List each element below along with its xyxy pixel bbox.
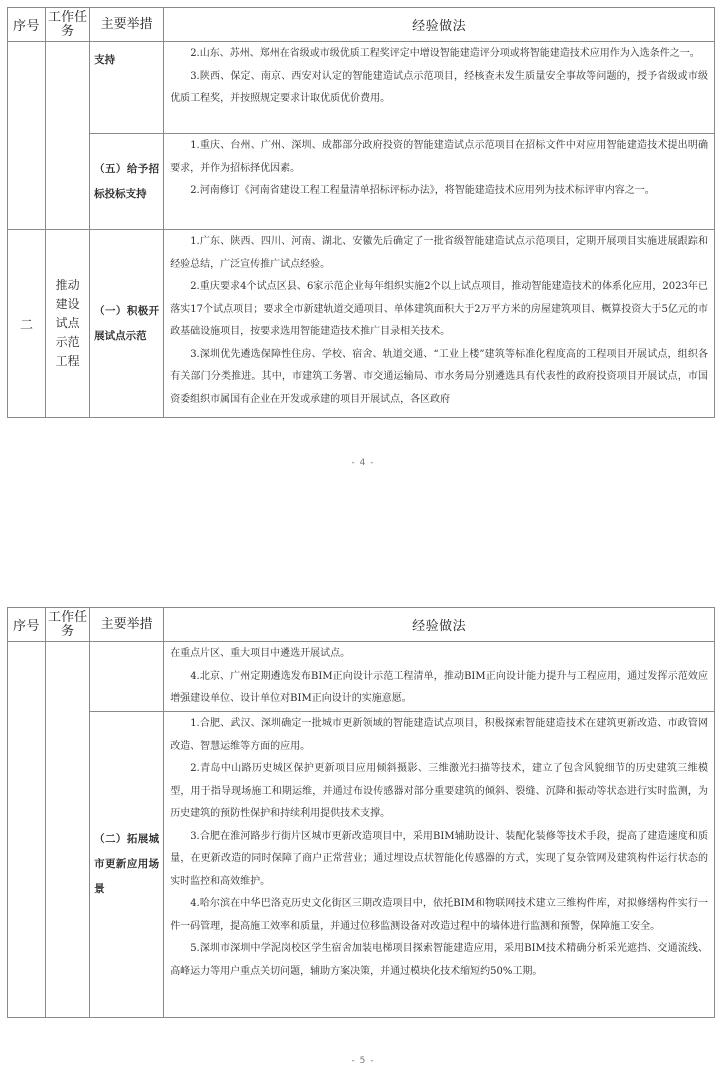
- cell-measure-empty: [90, 642, 164, 712]
- cell-no-empty: [8, 42, 46, 230]
- paragraph: 2.河南修订《河南省建设工程工程量清单招标评标办法》，将智能建造技术应用列为技术标评审内容之一。: [190, 185, 655, 196]
- cell-experience: [164, 230, 715, 418]
- table-row: [8, 134, 715, 230]
- paragraph: 3.陕西、保定、南京、西安对认定的智能建造试点示范项目，经核查未发生质量安全事故等问题的，授予省级或市级优质工程奖，并按照规定要求计取优质优价费用。: [170, 70, 708, 104]
- header-task: 工作任务: [46, 608, 90, 642]
- paragraph: 4.北京、广州定期遴选发布BIM正向设计示范工程清单，推动BIM正向设计能力提升与工程应用，通过发挥示范效应增强建设单位、设计单位对BIM正向设计的实施意愿。: [170, 670, 708, 704]
- paragraph: 1.重庆、台州、广州、深圳、成都部分政府投资的智能建造试点示范项目在招标文件中对应用智能建造技术提出明确要求，并作为招标择优因素。: [170, 140, 708, 174]
- page-number: - 4 -: [351, 458, 375, 468]
- table-header-row: [8, 608, 715, 642]
- cell-no-empty: [8, 642, 46, 1018]
- page-5-table: [7, 607, 715, 1018]
- table-header-row: [8, 8, 715, 42]
- page-4-table: [7, 7, 715, 418]
- paragraph: 2.重庆要求4个试点区县、6家示范企业每年组织实施2个以上试点项目，推动智能建造技术的体系化应用，2023年已落实17个试点项目；要求全市新建轨道交通项目、单体建筑面积大于2万平方米的房屋建筑项目、概算投资大于5亿元的市政基础设施项目，按要求选用智能建造技术推广目录相关技术。: [170, 281, 708, 337]
- paragraph: 5.深圳市深圳中学泥岗校区学生宿舍加装电梯项目探索智能建造应用，采用BIM技术精确分析采光遮挡、交通流线、高峰运力等用户重点关切问题，辅助方案决策，并通过模块化技术缩短约50%工期。: [170, 943, 708, 977]
- page-number: - 5 -: [351, 1056, 375, 1066]
- header-experience: 经验做法: [164, 8, 715, 42]
- header-experience: 经验做法: [164, 608, 715, 642]
- cell-experience: [164, 712, 715, 1018]
- cell-task-empty: [46, 42, 90, 230]
- cell-no: 二: [8, 230, 46, 418]
- paragraph: 2.青岛中山路历史城区保护更新项目应用倾斜摄影、三维激光扫描等技术，建立了包含风貌细节的历史建筑三维模型，用于指导现场施工和期运维，并通过布设传感器对部分重要建筑的倾斜、裂缝、沉降和振动等状态进行实时监测，为历史建筑的预防性保护和持续利用提供技术支撑。: [170, 763, 708, 819]
- table-row: [8, 42, 715, 134]
- paragraph: 4.哈尔滨在中华巴洛克历史文化街区三期改造项目中，依托BIM和物联网技术建立三维构件库，对拟修缮构件实行一件一码管理，提高施工效率和质量，并通过位移监测设备对改造过程中的墙体进行监测和预警，保障施工安全。: [170, 898, 708, 932]
- paragraph: 1.广东、陕西、四川、河南、湖北、安徽先后确定了一批省级智能建造试点示范项目，定期开展项目实施进展跟踪和经验总结，广泛宣传推广试点经验。: [170, 236, 708, 270]
- cell-experience: [164, 134, 715, 230]
- cell-measure: （一）积极开展试点示范: [90, 230, 164, 418]
- cell-task-empty: [46, 642, 90, 1018]
- header-measure: 主要举措: [90, 8, 164, 42]
- header-no: 序号: [8, 8, 46, 42]
- table-row: [8, 642, 715, 712]
- cell-measure: （五）给予招标投标支持: [90, 134, 164, 230]
- paragraph: 3.合肥在淮河路步行街片区城市更新改造项目中，采用BIM辅助设计、装配化装修等技术手段，提高了建造速度和质量，在更新改造的同时保障了商户正常营业；通过埋设点状智能化传感器的方式，实现了复杂管网及建筑构件运行状态的实时监控和高效维护。: [170, 830, 708, 887]
- header-measure: 主要举措: [90, 608, 164, 642]
- cell-task: 推动建设试点示范工程: [46, 230, 90, 418]
- table-row: [8, 230, 715, 418]
- header-no: 序号: [8, 608, 46, 642]
- cell-experience: [164, 642, 715, 712]
- paragraph: 2.山东、苏州、郑州在省级或市级优质工程奖评定中增设智能建造评分项或将智能建造技术应用作为入选条件之一。: [190, 48, 700, 59]
- paragraph: 3.深圳优先遴选保障性住房、学校、宿舍、轨道交通、“工业上楼”建筑等标准化程度高的工程项目开展试点，组织各有关部门分类推进。其中，市建筑工务署、市交通运输局、市水务局分别遴选具有代表性的政府投资项目开展试点，市国资委组织市属国有企业在开发或承建的项目开展试点，各区政府: [170, 348, 708, 405]
- cell-measure: 支持: [90, 42, 164, 134]
- table-row: [8, 712, 715, 1018]
- cell-experience: [164, 42, 715, 134]
- paragraph: 在重点片区、重大项目中遴选开展试点。: [170, 648, 351, 659]
- cell-measure: （二）拓展城市更新应用场景: [90, 712, 164, 1018]
- header-task: 工作任务: [46, 8, 90, 42]
- paragraph: 1.合肥、武汉、深圳确定一批城市更新领域的智能建造试点项目，积极探索智能建造技术在建筑更新改造、市政管网改造、智慧运维等方面的应用。: [170, 718, 708, 752]
